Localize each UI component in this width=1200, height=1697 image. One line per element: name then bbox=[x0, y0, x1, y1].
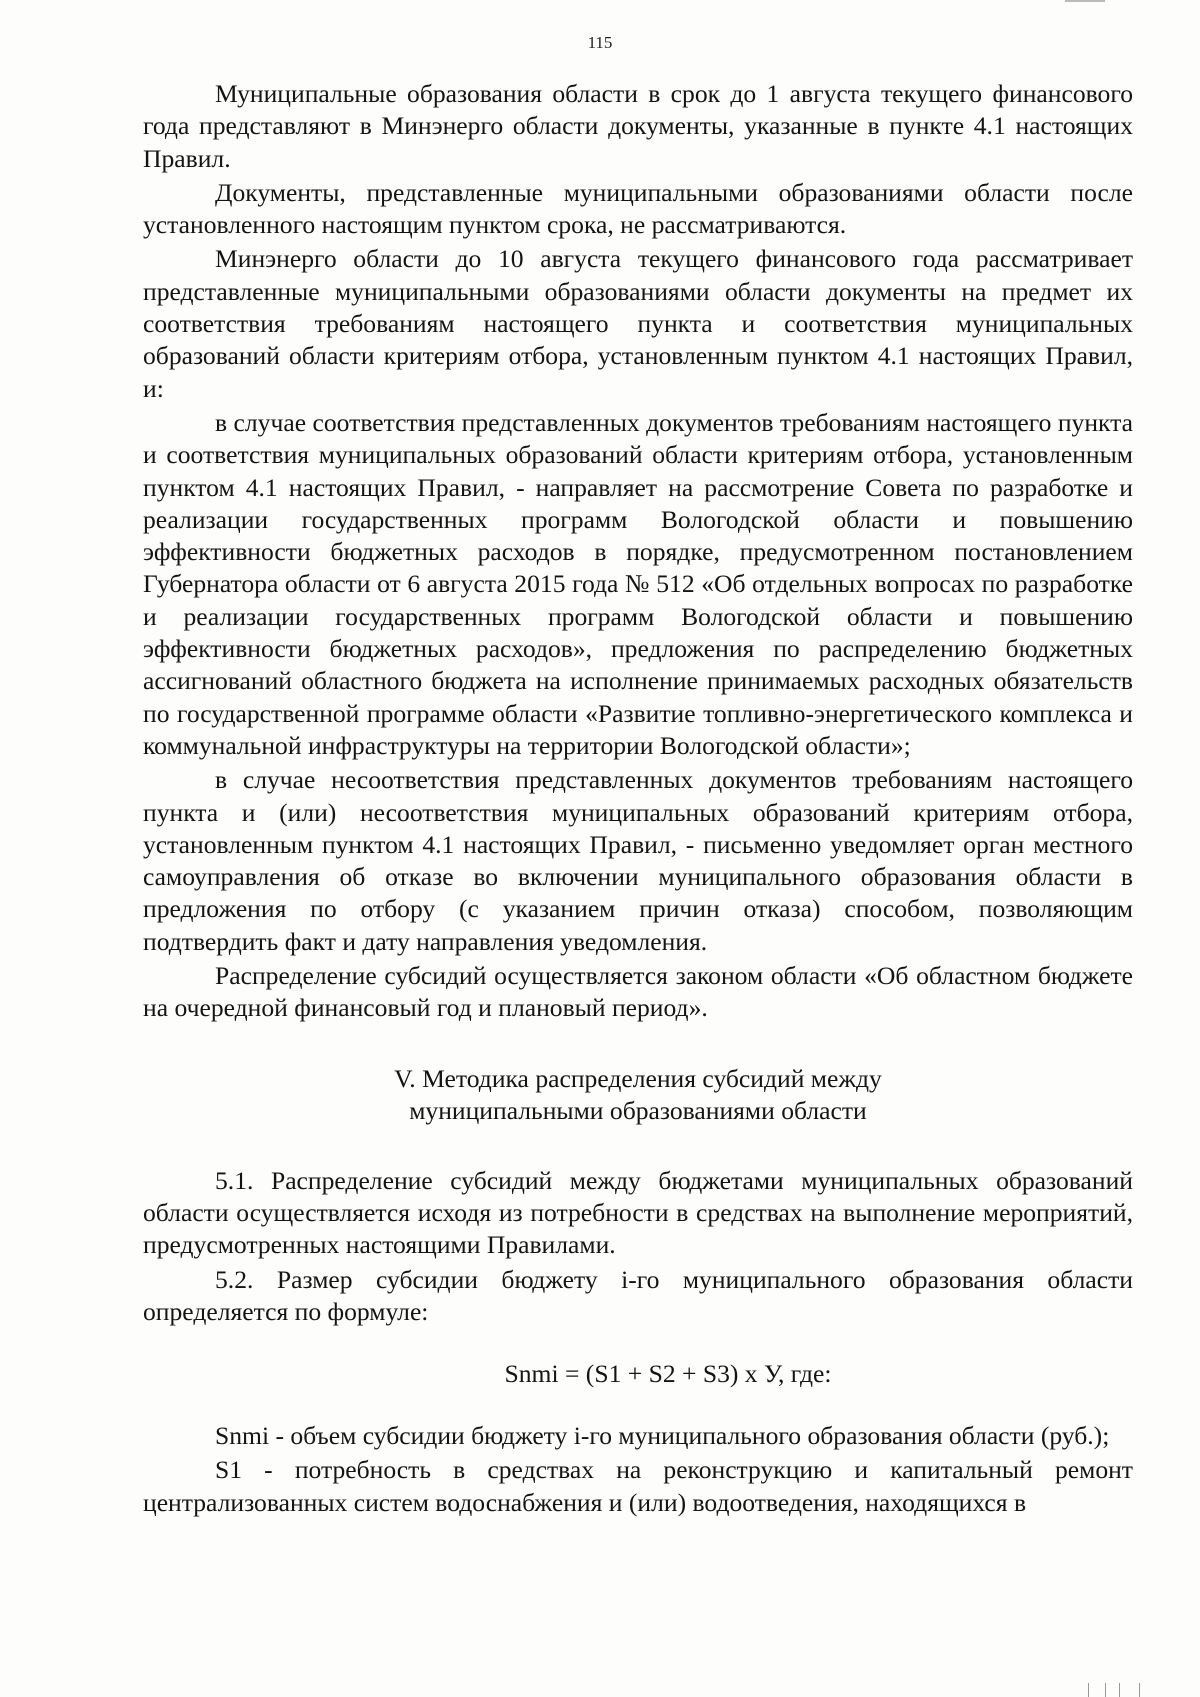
paragraph: Распределение субсидий осуществляется законом области «Об областном бюджете на очередной финансовый год и плановый период». bbox=[143, 961, 1133, 1023]
paragraph: Минэнерго области до 10 августа текущего финансового года рассматривает представленные муниципальными образованиями области документы на предмет их соответствия требованиям настоящего пункта и соответствия муниципальных образований области критериям отбора, установленным пунктом 4.1 настоящих Правил, и: bbox=[143, 244, 1133, 403]
formula: Snmi = (S1 + S2 + S3) х У, где: bbox=[504, 1359, 832, 1389]
paragraph: в случае соответствия представленных документов требованиям настоящего пункта и соответствия муниципальных образований области критериям отбора, установленным пунктом 4.1 настоящих Правил, - направляет на рассмотрение Совета по разработке и реализации государственных программ Вологодской области и повышению эффективности бюджетных расходов в порядке, предусмотренном постановлением Губернатора области от 6 августа 2015 года № 512 «Об отдельных вопросах по разработке и реализации государственных программ Вологодской области и повышению эффективности бюджетных расходов», предложения по распределению бюджетных ассигнований областного бюджета на исполнение принимаемых расходных обязательств по государственной программе области «Развитие топливно-энергетического комплекса и коммунальной инфраструктуры на территории Вологодской области»; bbox=[143, 407, 1133, 760]
document-body bbox=[143, 78, 1133, 1519]
paragraph: 5.1. Распределение субсидий между бюджетами муниципальных образований области осуществляется исходя из потребности в средствах на выполнение мероприятий, предусмотренных настоящими Правилами. bbox=[143, 1165, 1133, 1260]
section-heading-line: муниципальными образованиями области bbox=[409, 1095, 867, 1125]
section-heading bbox=[143, 1063, 1133, 1127]
page-number: 115 bbox=[587, 33, 613, 52]
paragraph: S1 - потребность в средствах на реконструкцию и капитальный ремонт централизованных систем водоснабжения и (или) водоотведения, находящихся в bbox=[143, 1455, 1133, 1517]
paragraph: 5.2. Размер субсидии бюджету i-го муниципального образования области определяется по формуле: bbox=[143, 1264, 1133, 1326]
section-heading-line: V. Методика распределения субсидий между bbox=[394, 1063, 882, 1093]
scan-artifact bbox=[1065, 0, 1105, 2]
paragraph: Snmi - объем субсидии бюджету i-го муниципального образования области (руб.); bbox=[215, 1421, 1110, 1451]
paragraph: Муниципальные образования области в срок до 1 августа текущего финансового года представляют в Минэнерго области документы, указанные в пункте 4.1 настоящих Правил. bbox=[143, 79, 1133, 173]
paragraph: Документы, представленные муниципальными образованиями области после установленного настоящим пунктом срока, не рассматриваются. bbox=[143, 177, 1133, 240]
scan-artifact bbox=[1088, 1683, 1140, 1697]
paragraph: в случае несоответствия представленных документов требованиям настоящего пункта и (или) несоответствия муниципальных образований критериям отбора, установленным пунктом 4.1 настоящих Правил, - письменно уведомляет орган местного самоуправления об отказе во включении муниципального образования области в предложения по отбору (с указанием причин отказа) способом, позволяющим подтвердить факт и дату направления уведомления. bbox=[143, 765, 1133, 956]
